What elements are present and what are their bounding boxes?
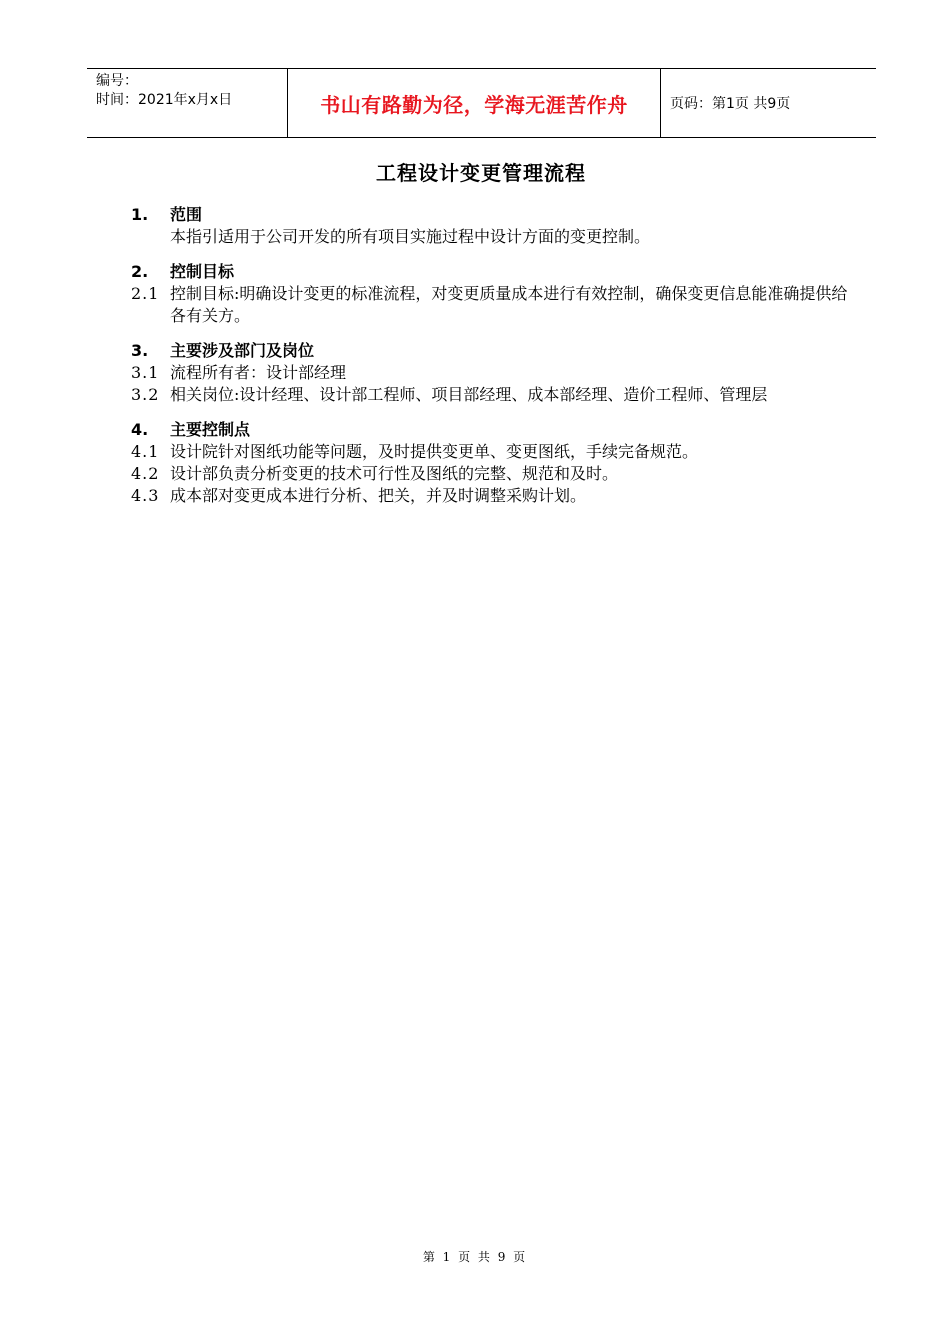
list-item <box>131 441 851 463</box>
document-number-label: 编号： <box>96 73 138 89</box>
item-number: 2.1 <box>131 284 160 303</box>
section-number: 1. <box>131 205 149 224</box>
section-heading <box>131 261 851 283</box>
list-item <box>131 283 851 327</box>
item-text: 成本部对变更成本进行分析、把关，并及时调整采购计划。 <box>170 486 587 505</box>
item-number: 4.2 <box>131 464 160 483</box>
list-item <box>131 485 851 507</box>
page-footer: 第 1 页 共 9 页 <box>422 1250 528 1264</box>
section-heading <box>131 340 851 362</box>
section-heading <box>131 419 851 441</box>
section-paragraph: 本指引适用于公司开发的所有项目实施过程中设计方面的变更控制。 <box>170 227 651 246</box>
header-page-number: 页码：第1页 共9页 <box>670 96 791 112</box>
list-item <box>131 384 851 406</box>
item-number: 3.1 <box>131 363 160 382</box>
section-title: 范围 <box>170 205 203 224</box>
section-control-points <box>131 419 851 507</box>
document-time-label: 时间：2021年x月x日 <box>96 92 233 108</box>
item-text: 控制目标:明确设计变更的标准流程，对变更质量成本进行有效控制，确保变更信息能准确提供给各有关方。 <box>170 284 848 325</box>
section-title: 主要涉及部门及岗位 <box>170 341 315 360</box>
section-number: 3. <box>131 341 149 360</box>
document-body <box>131 204 851 520</box>
section-title: 控制目标 <box>170 262 235 281</box>
item-text: 设计院针对图纸功能等问题，及时提供变更单、变更图纸，手续完备规范。 <box>170 442 699 461</box>
section-number: 2. <box>131 262 149 281</box>
section-heading <box>131 204 851 226</box>
list-item <box>131 463 851 485</box>
header-meta <box>87 69 287 137</box>
section-control-objective <box>131 261 851 327</box>
section-title: 主要控制点 <box>170 420 251 439</box>
list-item <box>131 362 851 384</box>
document-header <box>87 68 876 138</box>
header-motto: 书山有路勤为径，学海无涯苦作舟 <box>287 69 661 137</box>
section-scope <box>131 204 851 248</box>
document-title: 工程设计变更管理流程 <box>376 161 586 185</box>
item-number: 4.1 <box>131 442 160 461</box>
item-text: 相关岗位:设计经理、设计部工程师、项目部经理、成本部经理、造价工程师、管理层 <box>170 385 768 404</box>
item-text: 设计部负责分析变更的技术可行性及图纸的完整、规范和及时。 <box>170 464 619 483</box>
item-text: 流程所有者：设计部经理 <box>170 363 347 382</box>
item-number: 3.2 <box>131 385 160 404</box>
section-number: 4. <box>131 420 149 439</box>
item-number: 4.3 <box>131 486 160 505</box>
section-departments <box>131 340 851 406</box>
